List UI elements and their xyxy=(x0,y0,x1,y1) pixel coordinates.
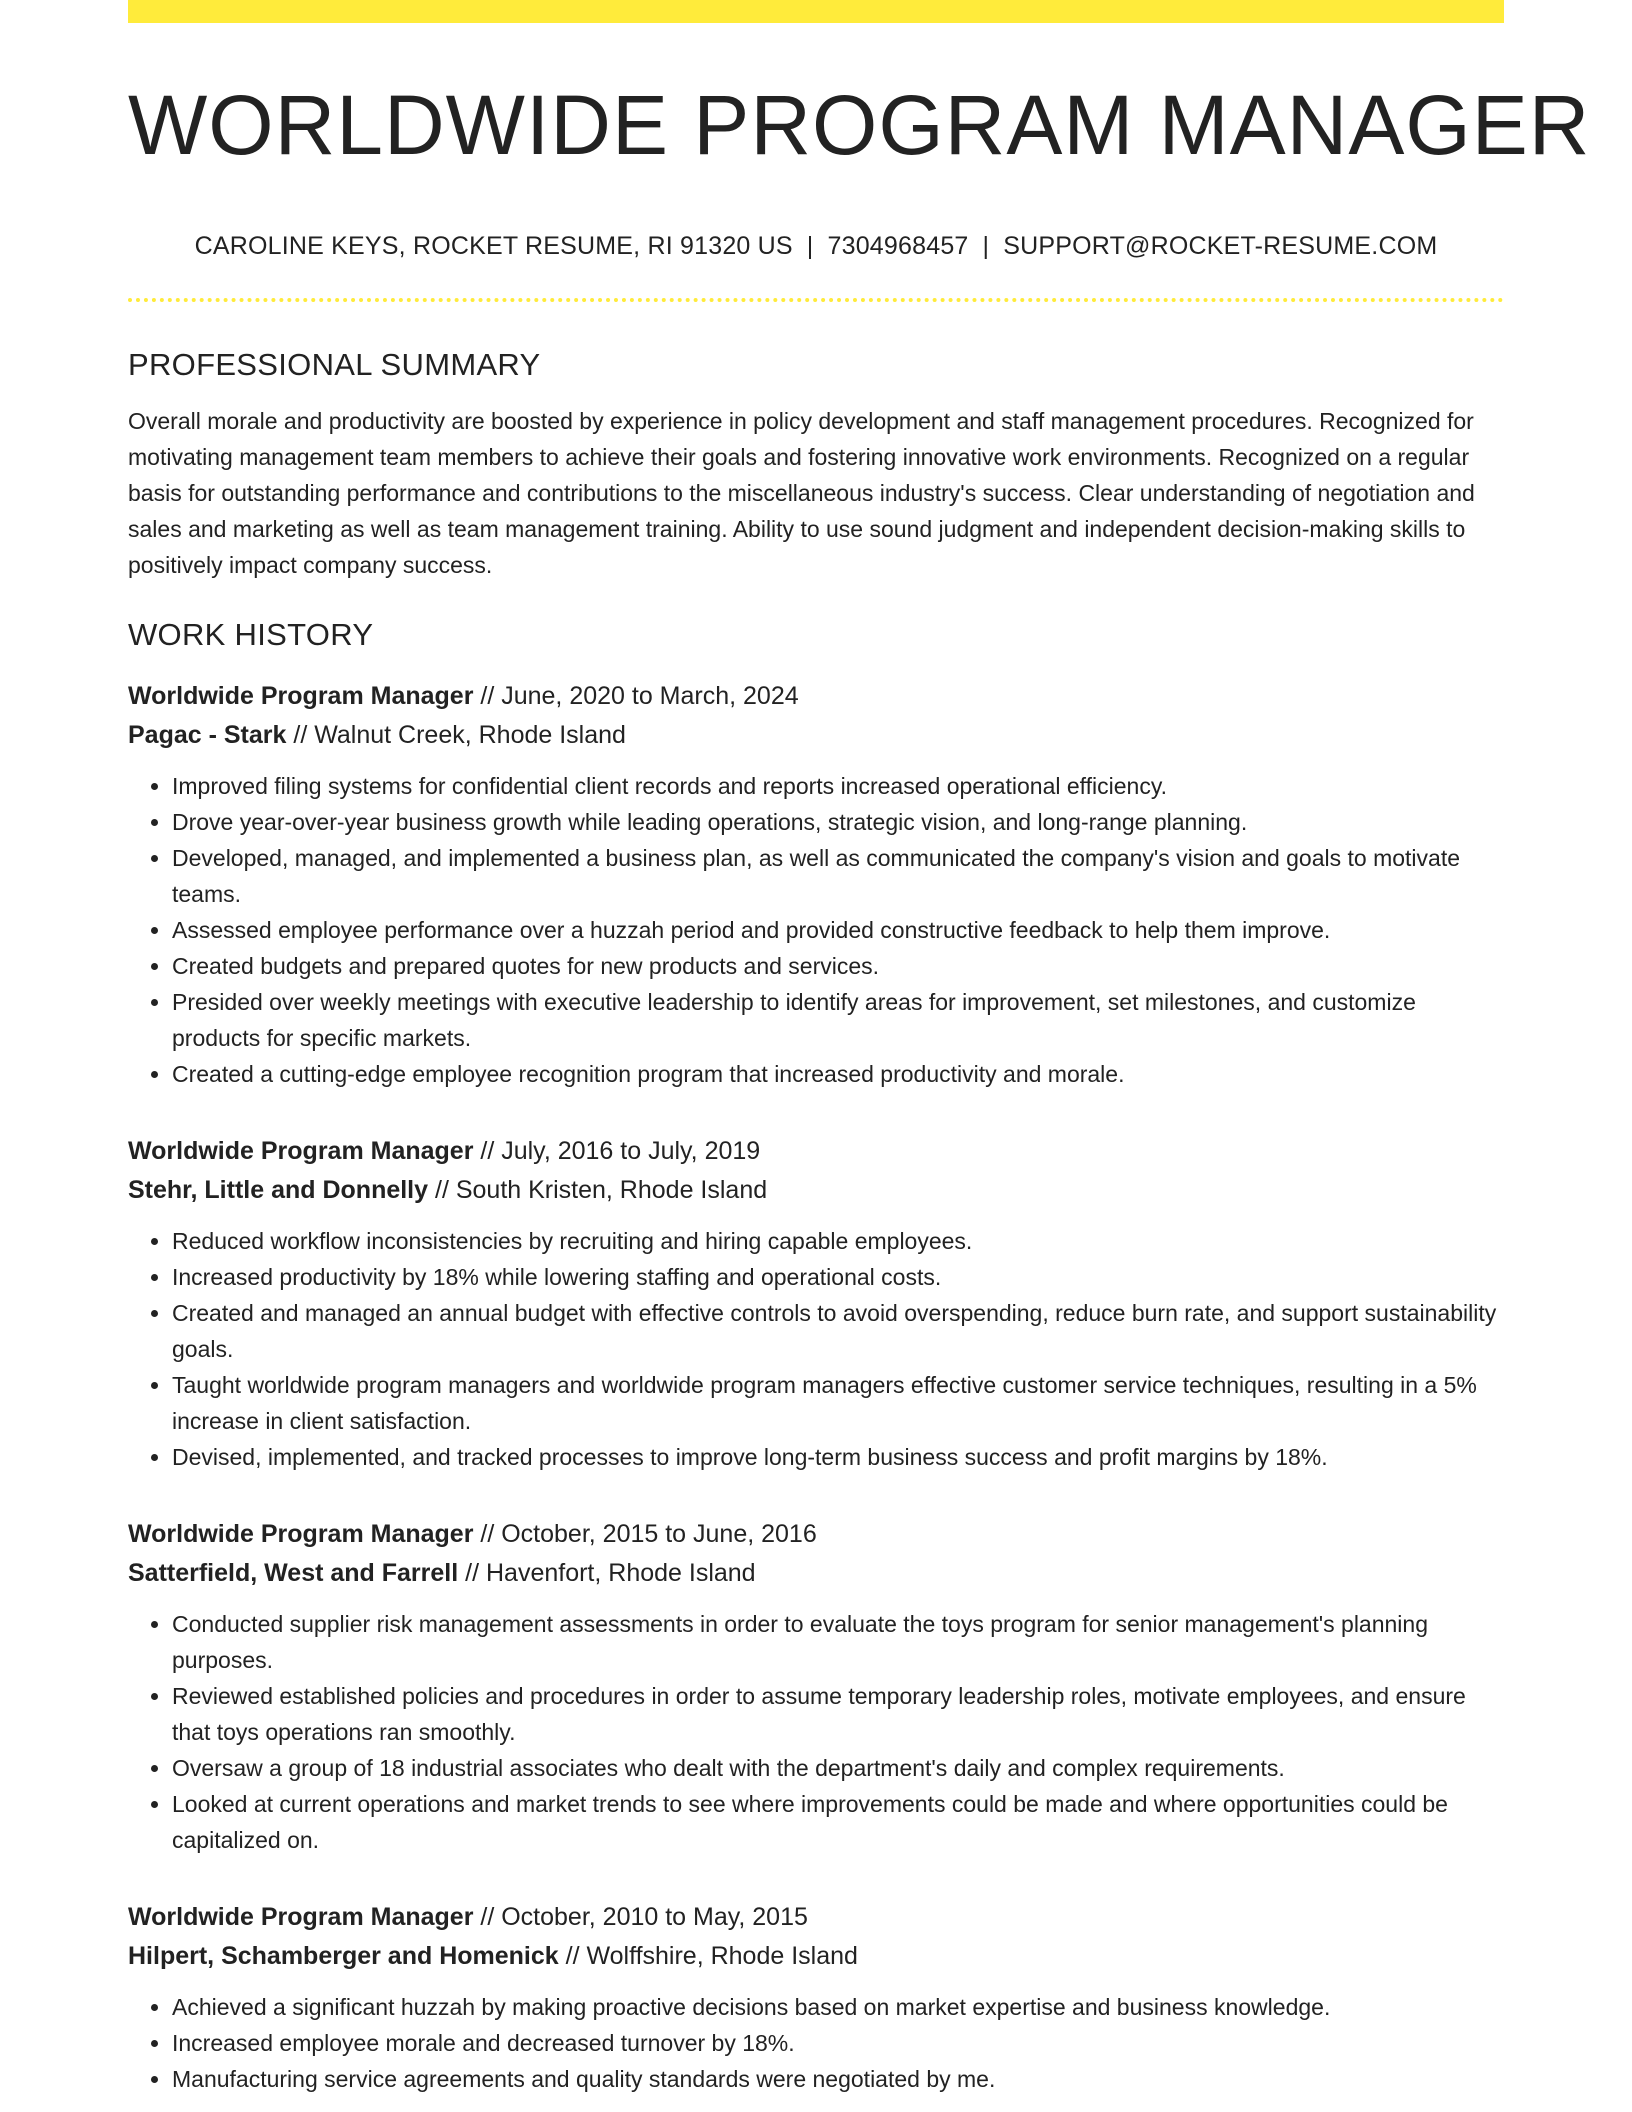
job-bullet: • Manufacturing service agreements and quality standards were negotiated by me. xyxy=(172,2061,1504,2097)
job-bullet: • Created budgets and prepared quotes for new products and services. xyxy=(172,948,1504,984)
contact-email: SUPPORT@ROCKET-RESUME.COM xyxy=(1003,232,1438,260)
job-bullet: • Achieved a significant huzzah by making proactive decisions based on market expertise and business knowledge. xyxy=(172,1989,1504,2025)
job-company: Stehr, Little and Donnelly xyxy=(128,1176,429,1204)
job-bullet: • Created and managed an annual budget with effective controls to avoid overspending, reduce burn rate, and support sustainability goals. xyxy=(172,1295,1504,1367)
job-dates: // July, 2016 to July, 2019 xyxy=(473,1137,761,1165)
job-bullets xyxy=(128,1606,1504,1858)
job-bullet: • Improved filing systems for confidential client records and reports increased operational efficiency. xyxy=(172,768,1504,804)
job-title-line xyxy=(128,1132,1504,1171)
job-entry xyxy=(128,677,1504,1092)
job-title-line xyxy=(128,1898,1504,1937)
job-title: Worldwide Program Manager xyxy=(128,682,474,710)
work-history-heading: WORK HISTORY xyxy=(128,617,374,652)
job-location: // Wolffshire, Rhode Island xyxy=(558,1942,858,1970)
job-title: Worldwide Program Manager xyxy=(128,1903,474,1931)
job-bullet: • Devised, implemented, and tracked processes to improve long-term business success and profit margins by 18%. xyxy=(172,1439,1504,1475)
job-bullet: • Taught worldwide program managers and worldwide program managers effective customer service techniques, resulting in a 5% increase in client satisfaction. xyxy=(172,1367,1504,1439)
resume-title: WORLDWIDE PROGRAM MANAGER xyxy=(128,78,1591,172)
job-location: // South Kristen, Rhode Island xyxy=(428,1176,768,1204)
job-location: // Havenfort, Rhode Island xyxy=(458,1559,756,1587)
job-company-line xyxy=(128,1171,1504,1210)
job-bullet: • Looked at current operations and market trends to see where improvements could be made and where opportunities could be capitalized on. xyxy=(172,1786,1504,1858)
job-bullets xyxy=(128,1223,1504,1475)
resume-page xyxy=(128,0,1591,2097)
contact-separator: | xyxy=(806,232,814,260)
job-title: Worldwide Program Manager xyxy=(128,1520,474,1548)
contact-address: CAROLINE KEYS, ROCKET RESUME, RI 91320 US xyxy=(194,232,793,260)
job-bullet: • Increased employee morale and decreased turnover by 18%. xyxy=(172,2025,1504,2061)
summary-heading: PROFESSIONAL SUMMARY xyxy=(128,347,541,382)
summary-text: Overall morale and productivity are boosted by experience in policy development and staff management procedures. Recognized for motivating management team members to achieve their goals and fostering innovative work environments. Recognized on a regular basis for outstanding performance and contributions to the miscellaneous industry's success. Clear understanding of negotiation and sales and marketing as well as team management training. Ability to use sound judgment and independent decision-making skills to positively impact company success. xyxy=(128,408,1475,578)
job-bullet: • Presided over weekly meetings with executive leadership to identify areas for improvement, set milestones, and customize products for specific markets. xyxy=(172,984,1504,1056)
contact-phone: 7304968457 xyxy=(827,232,969,260)
job-dates: // October, 2015 to June, 2016 xyxy=(473,1520,817,1548)
job-company-line xyxy=(128,1554,1504,1593)
contact-line xyxy=(128,232,1504,261)
dotted-divider xyxy=(128,298,1504,302)
job-bullet: • Conducted supplier risk management assessments in order to evaluate the toys program for senior management's planning purposes. xyxy=(172,1606,1504,1678)
job-bullet: • Assessed employee performance over a huzzah period and provided constructive feedback to help them improve. xyxy=(172,912,1504,948)
contact-separator: | xyxy=(982,232,990,260)
job-company: Pagac - Stark xyxy=(128,721,287,749)
job-bullet: • Oversaw a group of 18 industrial associates who dealt with the department's daily and complex requirements. xyxy=(172,1750,1504,1786)
job-entry xyxy=(128,1132,1504,1475)
job-title-line xyxy=(128,677,1504,716)
job-company: Satterfield, West and Farrell xyxy=(128,1559,459,1587)
work-history-list xyxy=(128,677,1504,2097)
job-bullet: • Developed, managed, and implemented a business plan, as well as communicated the company's vision and goals to motivate teams. xyxy=(172,840,1504,912)
job-bullet: • Increased productivity by 18% while lowering staffing and operational costs. xyxy=(172,1259,1504,1295)
job-entry xyxy=(128,1898,1504,2097)
job-bullets xyxy=(128,1989,1504,2097)
job-company: Hilpert, Schamberger and Homenick xyxy=(128,1942,559,1970)
job-title: Worldwide Program Manager xyxy=(128,1137,474,1165)
job-company-line xyxy=(128,716,1504,755)
accent-top-bar xyxy=(128,0,1504,23)
job-location: // Walnut Creek, Rhode Island xyxy=(286,721,626,749)
job-dates: // June, 2020 to March, 2024 xyxy=(473,682,799,710)
job-bullet: • Drove year-over-year business growth while leading operations, strategic vision, and long-range planning. xyxy=(172,804,1504,840)
job-bullet: • Reduced workflow inconsistencies by recruiting and hiring capable employees. xyxy=(172,1223,1504,1259)
job-bullets xyxy=(128,768,1504,1092)
job-bullet: • Reviewed established policies and procedures in order to assume temporary leadership roles, motivate employees, and ensure that toys operations ran smoothly. xyxy=(172,1678,1504,1750)
job-title-line xyxy=(128,1515,1504,1554)
job-bullet: • Created a cutting-edge employee recognition program that increased productivity and morale. xyxy=(172,1056,1504,1092)
job-entry xyxy=(128,1515,1504,1858)
job-dates: // October, 2010 to May, 2015 xyxy=(473,1903,808,1931)
job-company-line xyxy=(128,1937,1504,1976)
